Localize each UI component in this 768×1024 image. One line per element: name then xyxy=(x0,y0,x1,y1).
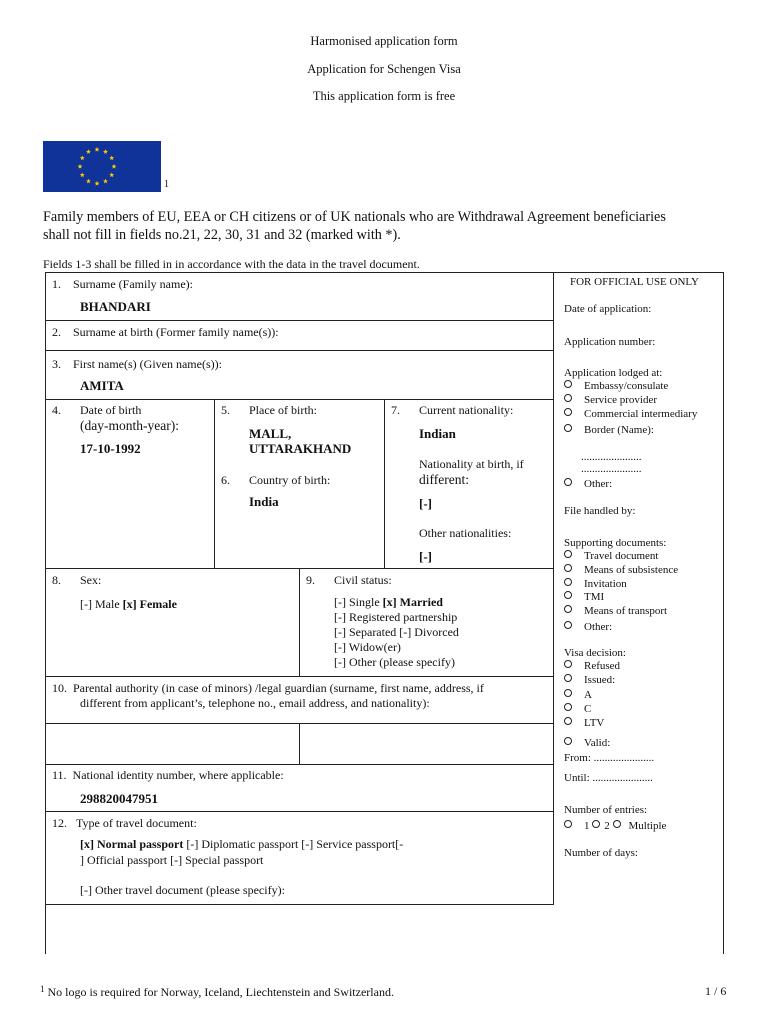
field-7-value[interactable]: Indian xyxy=(419,426,456,441)
valid-until: Until: ...................... xyxy=(564,772,653,784)
radio-icon xyxy=(564,550,572,558)
lodged-option-border[interactable]: Border (Name): xyxy=(564,424,654,436)
footer-footnote xyxy=(40,984,394,1000)
lodged-option-embassy[interactable]: Embassy/consulate xyxy=(564,380,668,392)
field-9-label: Civil status: xyxy=(334,573,392,587)
official-use-title: FOR OFFICIAL USE ONLY xyxy=(570,276,699,288)
travel-doc-options-2[interactable]: ] Official passport [-] Special passport xyxy=(80,853,264,867)
travel-doc-other[interactable]: [-] Other travel document (please specify): xyxy=(80,883,285,897)
valid-from: From: ...................... xyxy=(564,752,655,764)
field-10-input-right[interactable] xyxy=(301,725,552,763)
radio-icon xyxy=(564,737,572,745)
civil-married-option[interactable]: [x] Married xyxy=(382,595,443,609)
field-7-birth-label-1: Nationality at birth, if xyxy=(419,457,524,471)
field-11-value[interactable]: 298820047951 xyxy=(80,791,158,806)
entries-two[interactable]: 2 xyxy=(592,820,610,832)
field-10-input-left[interactable] xyxy=(47,725,298,763)
field-1-label: 1. Surname (Family name): xyxy=(52,277,193,291)
official-days: Number of days: xyxy=(564,847,638,859)
field-3-label: 3. First name(s) (Given name(s)): xyxy=(52,357,222,371)
field-3-value[interactable]: AMITA xyxy=(80,378,124,393)
radio-icon xyxy=(564,564,572,572)
field-6-value[interactable]: India xyxy=(249,494,279,509)
field-6-label: Country of birth: xyxy=(249,473,331,487)
field-4-value[interactable]: 17-10-1992 xyxy=(80,441,141,456)
supporting-subsistence[interactable]: Means of subsistence xyxy=(564,564,678,576)
field-7-birth-value[interactable]: [-] xyxy=(419,496,432,511)
travel-doc-options-1[interactable]: [-] Diplomatic passport [-] Service passport[- xyxy=(183,837,404,851)
radio-icon xyxy=(564,408,572,416)
radio-icon xyxy=(564,703,572,711)
border-dots-1: ...................... xyxy=(581,451,642,463)
field-7-birth-label-2: different: xyxy=(419,472,469,487)
flag-footnote-mark: 1 xyxy=(164,179,169,190)
eu-flag-icon xyxy=(43,141,161,192)
decision-valid[interactable]: Valid: xyxy=(564,737,610,749)
civil-registered-option[interactable]: [-] Registered partnership xyxy=(334,610,458,624)
official-lodged-at: Application lodged at: xyxy=(564,367,663,379)
field-11-label: 11. National identity number, where applicable: xyxy=(52,768,284,782)
field-7-label: Current nationality: xyxy=(419,403,514,417)
field-1-value[interactable]: BHANDARI xyxy=(80,299,151,314)
field-8-label: Sex: xyxy=(80,573,102,587)
field-9-num: 9. xyxy=(306,573,315,587)
field-8-num: 8. xyxy=(52,573,61,587)
footnote-text: No logo is required for Norway, Iceland, Liechtenstein and Switzerland. xyxy=(44,985,394,999)
decision-c[interactable]: C xyxy=(564,703,591,715)
radio-icon xyxy=(592,820,600,828)
field-5-num: 5. xyxy=(221,403,230,417)
intro-line-1: Family members of EU, EEA or CH citizens or of UK nationals who are Withdrawal Agreement beneficiaries xyxy=(43,209,666,225)
field-4-num: 4. xyxy=(52,403,61,417)
radio-icon xyxy=(564,660,572,668)
radio-icon xyxy=(564,717,572,725)
field-7-other-label: Other nationalities: xyxy=(419,526,512,540)
field-4-label: Date of birth xyxy=(80,403,142,417)
lodged-option-commercial[interactable]: Commercial intermediary xyxy=(564,408,697,420)
field-5-label: Place of birth: xyxy=(249,403,317,417)
radio-icon xyxy=(564,591,572,599)
form-title: Harmonised application form xyxy=(310,34,458,48)
supporting-transport[interactable]: Means of transport xyxy=(564,605,667,617)
border-dots-2: ...................... xyxy=(581,463,642,475)
radio-icon xyxy=(564,578,572,586)
sex-female-option[interactable]: [x] Female xyxy=(122,597,177,611)
official-application-number: Application number: xyxy=(564,336,656,348)
civil-separated-option[interactable]: [-] Separated xyxy=(334,625,397,639)
radio-icon xyxy=(564,820,572,828)
form-free-note: This application form is free xyxy=(312,89,456,103)
civil-divorced-option[interactable]: [-] Divorced xyxy=(399,625,459,639)
radio-icon xyxy=(564,394,572,402)
radio-icon xyxy=(564,605,572,613)
lodged-option-service[interactable]: Service provider xyxy=(564,394,657,406)
decision-ltv[interactable]: LTV xyxy=(564,717,604,729)
field-6-num: 6. xyxy=(221,473,230,487)
radio-icon xyxy=(613,820,621,828)
radio-icon xyxy=(564,689,572,697)
form-subtitle: Application for Schengen Visa xyxy=(307,62,461,76)
footnote-mark: 1 xyxy=(40,984,45,994)
supporting-tmi[interactable]: TMI xyxy=(564,591,604,603)
entries-options xyxy=(564,820,666,832)
civil-widow-option[interactable]: [-] Widow(er) xyxy=(334,640,401,654)
civil-status-row-1 xyxy=(334,595,443,610)
field-5-value-2[interactable]: UTTARAKHAND xyxy=(249,441,352,456)
field-10-label-2: different from applicant’s, telephone no., email address, and nationality): xyxy=(80,696,430,710)
civil-status-row-3 xyxy=(334,625,459,640)
fields-note: Fields 1-3 shall be filled in in accordance with the data in the travel document. xyxy=(43,257,420,271)
decision-issued[interactable]: Issued: xyxy=(564,674,615,686)
official-entries: Number of entries: xyxy=(564,804,648,816)
field-12-label: 12. Type of travel document: xyxy=(52,816,197,830)
radio-icon xyxy=(564,674,572,682)
supporting-other[interactable]: Other: xyxy=(564,621,612,633)
supporting-invitation[interactable]: Invitation xyxy=(564,578,627,590)
official-file-handled: File handled by: xyxy=(564,505,636,517)
radio-icon xyxy=(564,621,572,629)
radio-icon xyxy=(564,424,572,432)
field-5-value-1[interactable]: MALL, xyxy=(249,426,292,441)
radio-icon xyxy=(564,380,572,388)
lodged-option-other[interactable]: Other: xyxy=(564,478,612,490)
decision-refused[interactable]: Refused xyxy=(564,660,620,672)
field-7-other-value[interactable]: [-] xyxy=(419,549,432,564)
decision-a[interactable]: A xyxy=(564,689,592,701)
entries-multiple[interactable]: Multiple xyxy=(613,820,667,832)
field-10-label-1: 10. Parental authority (in case of minors) /legal guardian (surname, first name, address, if xyxy=(52,681,484,695)
field-2-label: 2. Surname at birth (Former family name(s)): xyxy=(52,325,279,339)
normal-passport-option[interactable]: [x] Normal passport xyxy=(80,837,184,851)
travel-doc-row-1 xyxy=(80,837,403,852)
supporting-travel-document[interactable]: Travel document xyxy=(564,550,658,562)
entries-one[interactable]: 1 xyxy=(564,820,590,832)
radio-icon xyxy=(564,478,572,486)
field-8-options xyxy=(80,597,177,612)
official-supporting: Supporting documents: xyxy=(564,537,667,549)
civil-single-option[interactable]: [-] Single xyxy=(334,595,380,609)
official-date-of-application: Date of application: xyxy=(564,303,652,315)
civil-other-option[interactable]: [-] Other (please specify) xyxy=(334,655,455,669)
field-4-label-format: (day-month-year): xyxy=(80,418,179,433)
official-visa-decision: Visa decision: xyxy=(564,647,626,659)
field-7-num: 7. xyxy=(391,403,400,417)
intro-line-2: shall not fill in fields no.21, 22, 30, 31 and 32 (marked with *). xyxy=(43,227,401,243)
sex-male-option[interactable]: [-] Male xyxy=(80,597,120,611)
page-number: 1 / 6 xyxy=(705,984,727,998)
